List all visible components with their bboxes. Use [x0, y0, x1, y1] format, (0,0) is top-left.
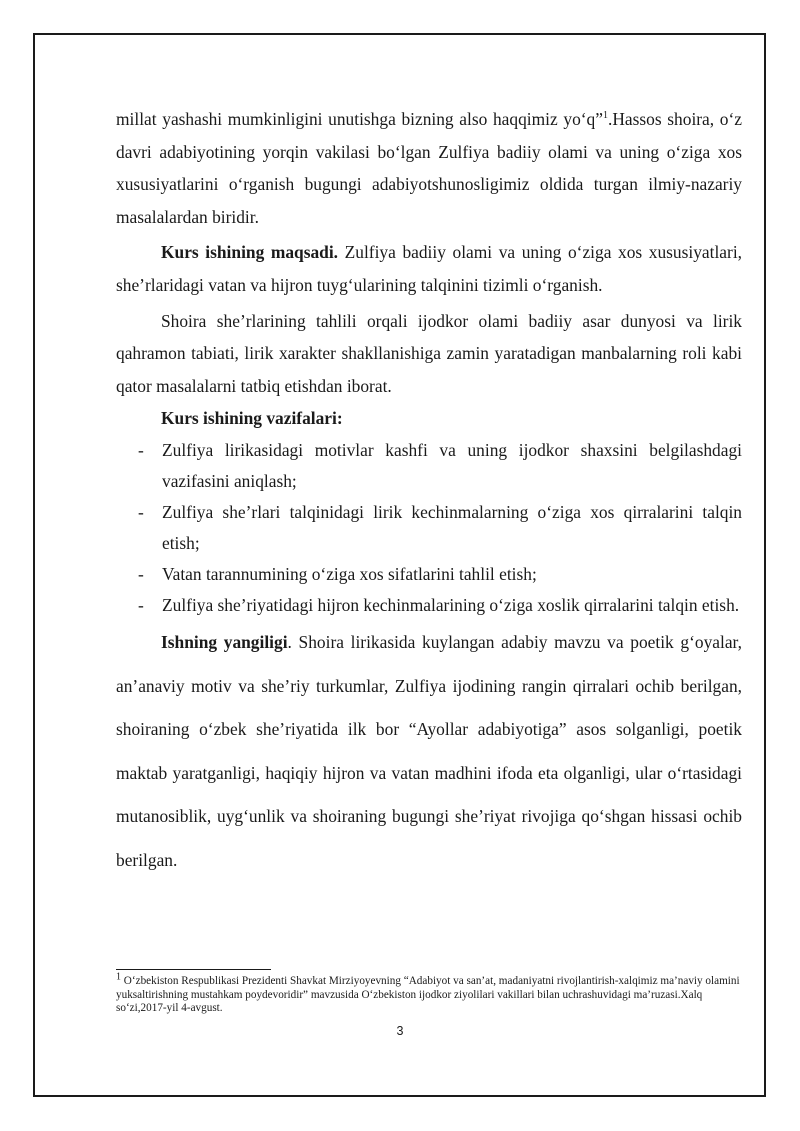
paragraph-text: Shoira she’rlarining tahlili orqali ijodkor olami badiiy asar dunyosi va lirik qahramon tabiati, lirik xarakter shakllanishiga zamin yaratadigan manbalarning roli kabi qator masalalarni tatbiq etishdan iborat. — [116, 310, 742, 396]
goal-heading: Kurs ishining maqsadi. — [161, 242, 339, 263]
paragraph-novelty — [116, 621, 742, 883]
paragraph-text: .Hassos shoira, o‘z davri adabiyotining yorqin vakilasi bo‘lgan Zulfiya badiiy olami va uning o‘ziga xos xususiyatlarini o‘rganish bugungi adabiyotshunosligimiz oldida turgan ilmiy-nazariy masalalardan biridir. — [116, 109, 743, 227]
list-item-text: Zulfiya lirikasidagi motivlar kashfi va uning ijodkor shaxsini belgilashdagi vazifasini aniqlash; — [162, 439, 742, 491]
footnote-text: O‘zbekiston Respublikasi Prezidenti Shavkat Mirziyoyevning “Adabiyot va san’at, madaniyatni rivojlantirish-xalqimiz ma’naviy olamini yuksaltirishning mustahkam poydevoridir” mavzusida O‘zbekiston ijodkor ziyolilari vakillari bilan uchrashuvidagi ma’ruzasi.Xalq so‘zi,2017-yil 4-avgust. — [116, 975, 740, 1014]
list-dash: - — [138, 439, 144, 460]
tasks-heading: Kurs ishining vazifalari: — [161, 408, 343, 429]
list-item-text: Zulfiya she’rlari talqinidagi lirik kechinmalarning o‘ziga xos qirralarini talqin etish; — [162, 501, 742, 553]
footnote — [116, 971, 742, 1016]
footnote-reference[interactable]: 1 — [602, 110, 608, 122]
list-item-text: Vatan tarannumining o‘ziga xos sifatlarini tahlil etish; — [162, 563, 537, 584]
paragraph-intro — [116, 103, 742, 233]
list-item — [116, 590, 742, 621]
footnote-marker: 1 — [116, 971, 121, 983]
novelty-heading: Ishning yangiligi — [161, 631, 288, 652]
list-dash: - — [138, 563, 144, 584]
paragraph-text: . Shoira lirikasida kuylangan adabiy mavzu va poetik g‘oyalar, an’anaviy motiv va she’riy turkumlar, Zulfiya ijodining rangin qirralari ochib berilgan, shoiraning o‘zbek she’riyatida ilk bor “Ayollar adabiyotiga” asos solganligi, poetik maktab yaratganligi, haqiqiy hijron va vatan madhini ifoda eta olganligi, ular o‘rtasidagi mutanosiblik, uyg‘unlik va shoiraning bugungi she’riyat rivojiga qo‘shgan hissasi ochib berilgan. — [116, 631, 742, 870]
page-body — [116, 103, 742, 883]
list-item — [116, 435, 742, 497]
paragraph-text: Zulfiya badiiy olami va uning o‘ziga xos xususiyatlari, she’rlaridagi vatan va hijron tuyg‘ularining talqinini tizimli o‘rganish. — [116, 242, 742, 295]
paragraph-text: millat yashashi mumkinligini unutishga bizning also haqqimiz yo‘q” — [116, 109, 603, 129]
list-dash: - — [138, 501, 144, 522]
footnote-separator — [116, 969, 271, 970]
list-item — [116, 559, 742, 590]
tasks-list — [116, 435, 742, 621]
list-dash: - — [138, 594, 144, 615]
list-item-text: Zulfiya she’riyatidagi hijron kechinmalarining o‘ziga xoslik qirralarini talqin etish. — [162, 594, 740, 615]
paragraph-method — [116, 305, 742, 403]
list-item — [116, 497, 742, 559]
paragraph-goal — [116, 236, 742, 301]
page-number: 3 — [396, 1024, 404, 1038]
